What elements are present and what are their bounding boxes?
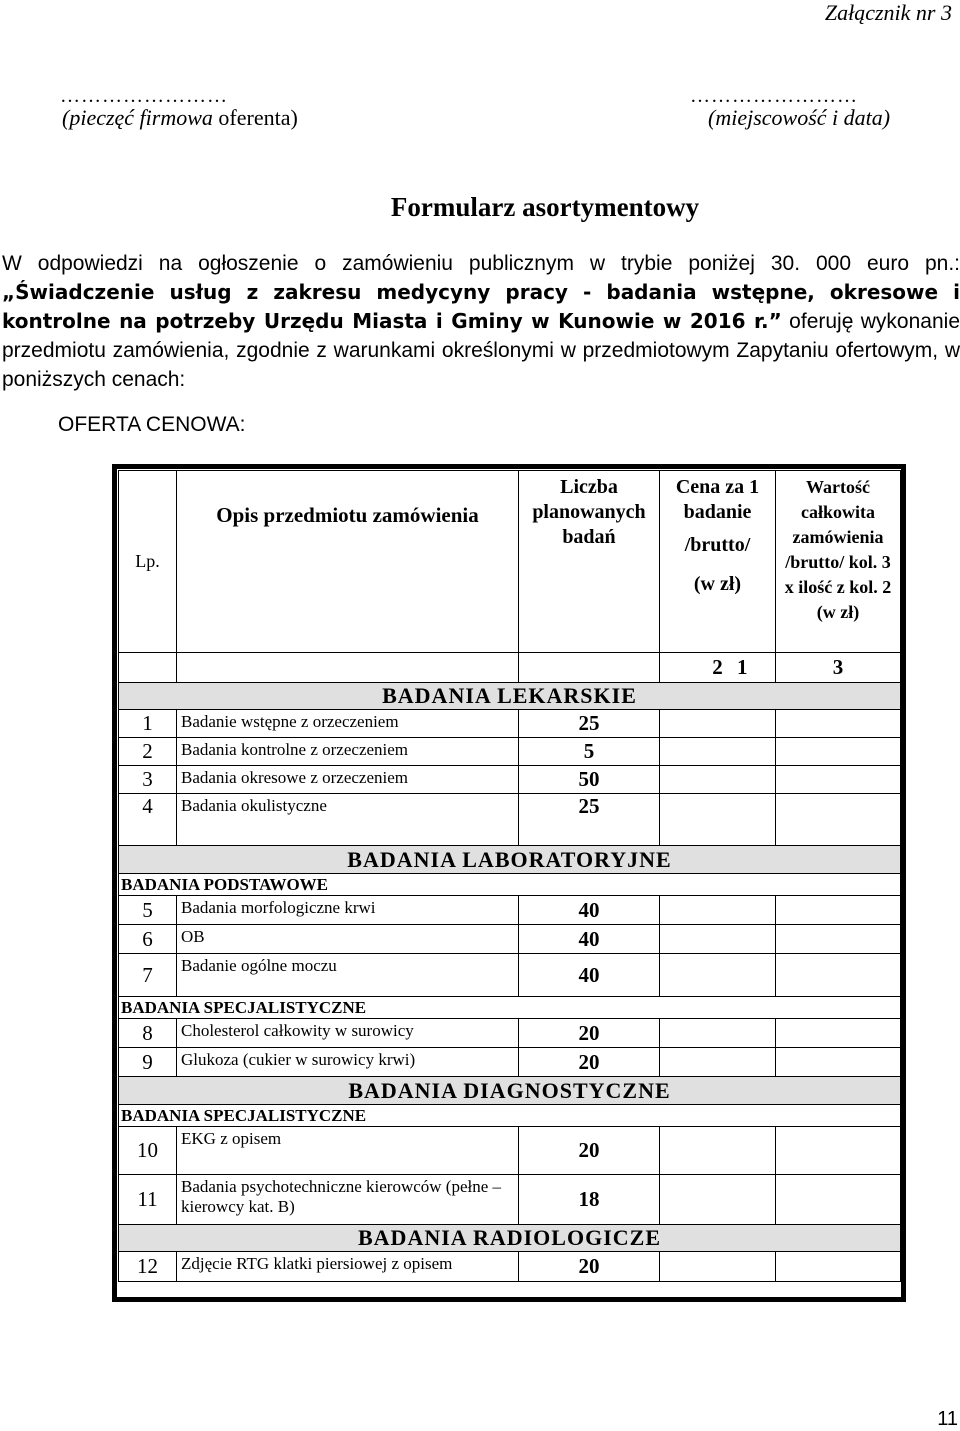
row-price <box>660 710 776 738</box>
stamp-label-rest: oferenta) <box>212 105 298 130</box>
section-laboratoryjne-label: BADANIA LABORATORYJNE <box>119 846 901 874</box>
header-value: Wartość całkowita zamówienia /brutto/ kol. 3 x ilość z kol. 2 (w zł) <box>776 471 901 653</box>
header-lp: Lp. <box>119 471 177 653</box>
section-radiologiczne <box>119 1225 901 1252</box>
page-number: 11 <box>937 1408 958 1430</box>
row-lp: 9 <box>119 1048 177 1077</box>
table-row <box>119 1048 901 1077</box>
stamp-label <box>62 105 298 131</box>
row-desc: Badanie wstępne z orzeczeniem <box>177 710 519 738</box>
intro-bold: „Świadczenie usług z zakresu medycyny pracy - badania wstępne, okresowe i kontrolne na potrzeby Urzędu Miasta i Gminy w Kunowie w 2016 r.” <box>2 280 960 333</box>
row-price <box>660 954 776 997</box>
subsection-podstawowe-label: BADANIA PODSTAWOWE <box>119 874 901 896</box>
row-value <box>776 738 901 766</box>
row-value <box>776 954 901 997</box>
row-desc: EKG z opisem <box>177 1127 519 1175</box>
row-price <box>660 1019 776 1048</box>
row-price <box>660 794 776 846</box>
table-row <box>119 925 901 954</box>
subsection-specjalistyczne-label: BADANIA SPECJALISTYCZNE <box>119 997 901 1019</box>
row-price <box>660 1048 776 1077</box>
row-desc: Badania okulistyczne <box>177 794 519 846</box>
row-lp: 2 <box>119 738 177 766</box>
price-table <box>118 470 901 1282</box>
intro-paragraph <box>2 249 960 394</box>
row-count: 18 <box>519 1175 660 1225</box>
section-diagnostyczne-label: BADANIA DIAGNOSTYCZNE <box>119 1077 901 1105</box>
section-lekarskie-label: BADANIA LEKARSKIE <box>119 683 901 710</box>
header-price <box>660 471 776 653</box>
section-laboratoryjne <box>119 846 901 874</box>
row-value <box>776 1019 901 1048</box>
row-desc: Badania kontrolne z orzeczeniem <box>177 738 519 766</box>
subsection-specjalistyczne-2-label: BADANIA SPECJALISTYCZNE <box>119 1105 901 1127</box>
row-count: 50 <box>519 766 660 794</box>
table-row <box>119 710 901 738</box>
place-date-label: (miejscowość i data) <box>708 105 891 130</box>
table-header-row <box>119 471 901 653</box>
colnum-2: 2 <box>660 653 776 683</box>
row-lp: 5 <box>119 896 177 925</box>
row-lp: 12 <box>119 1252 177 1282</box>
page-title: Formularz asortymentowy <box>390 192 700 222</box>
row-lp: 4 <box>119 794 177 846</box>
row-count: 25 <box>519 710 660 738</box>
row-value <box>776 1048 901 1077</box>
header-price-b: /brutto/ <box>684 534 751 556</box>
colnum-3: 3 <box>776 653 901 683</box>
row-value <box>776 1127 901 1175</box>
row-count: 20 <box>519 1019 660 1048</box>
header-desc: Opis przedmiotu zamówienia <box>177 471 519 653</box>
subsection-podstawowe <box>119 874 901 896</box>
row-value <box>776 1252 901 1282</box>
row-desc: Cholesterol całkowity w surowicy <box>177 1019 519 1048</box>
row-lp: 3 <box>119 766 177 794</box>
header-price-c: (w zł) <box>693 573 742 595</box>
row-price <box>660 738 776 766</box>
row-price <box>660 1252 776 1282</box>
table-row <box>119 954 901 997</box>
table-row <box>119 738 901 766</box>
table-row <box>119 1175 901 1225</box>
row-desc: Badania okresowe z orzeczeniem <box>177 766 519 794</box>
row-value <box>776 925 901 954</box>
section-radiologiczne-label: BADANIA RADIOLOGICZE <box>119 1225 901 1252</box>
row-lp: 8 <box>119 1019 177 1048</box>
row-lp: 7 <box>119 954 177 997</box>
stamp-dots: …………………… <box>60 85 228 107</box>
row-lp: 11 <box>119 1175 177 1225</box>
row-desc: Badania morfologiczne krwi <box>177 896 519 925</box>
row-lp: 10 <box>119 1127 177 1175</box>
section-diagnostyczne <box>119 1077 901 1105</box>
row-count: 40 <box>519 896 660 925</box>
offer-label: OFERTA CENOWA: <box>58 413 246 436</box>
row-desc: Glukoza (cukier w surowicy krwi) <box>177 1048 519 1077</box>
header-count: Liczba planowanych badań <box>519 471 660 653</box>
row-count: 40 <box>519 954 660 997</box>
table-row <box>119 794 901 846</box>
row-count: 20 <box>519 1252 660 1282</box>
row-value <box>776 1175 901 1225</box>
row-value <box>776 794 901 846</box>
row-lp: 1 <box>119 710 177 738</box>
place-date-dots: …………………… <box>690 85 858 107</box>
row-price <box>660 925 776 954</box>
intro-part1: W odpowiedzi na ogłoszenie o zamówieniu publicznym w trybie poniżej 30. 000 euro pn.: <box>2 252 960 275</box>
row-lp: 6 <box>119 925 177 954</box>
table-row <box>119 1019 901 1048</box>
row-price <box>660 766 776 794</box>
row-count: 5 <box>519 738 660 766</box>
row-price <box>660 896 776 925</box>
subsection-specjalistyczne <box>119 997 901 1019</box>
row-value <box>776 710 901 738</box>
row-desc: Badania psychotechniczne kierowców (pełne – kierowcy kat. B) <box>177 1175 519 1225</box>
table-row <box>119 1252 901 1282</box>
row-count: 20 <box>519 1127 660 1175</box>
row-price <box>660 1175 776 1225</box>
row-count: 20 <box>519 1048 660 1077</box>
row-count: 25 <box>519 794 660 846</box>
table-row <box>119 766 901 794</box>
section-lekarskie <box>119 683 901 710</box>
stamp-label-italic: (pieczęć firmowa <box>62 105 213 130</box>
row-value <box>776 766 901 794</box>
row-desc: Zdjęcie RTG klatki piersiowej z opisem <box>177 1252 519 1282</box>
header-price-a: Cena za 1 badanie <box>675 476 760 523</box>
row-value <box>776 896 901 925</box>
table-row <box>119 1127 901 1175</box>
annex-label: Załącznik nr 3 <box>824 0 952 25</box>
row-desc: OB <box>177 925 519 954</box>
row-count: 40 <box>519 925 660 954</box>
table-row <box>119 896 901 925</box>
row-price <box>660 1127 776 1175</box>
colnum-1: 1 <box>519 653 660 683</box>
intro-part2: oferuję wykonanie przedmiotu zamówienia, zgodnie z warunkami określonymi w przedmiotowym Zapytaniu ofertowym, w poniższych cenach: <box>2 310 960 391</box>
column-number-row <box>119 653 901 683</box>
subsection-specjalistyczne-2 <box>119 1105 901 1127</box>
row-desc: Badanie ogólne moczu <box>177 954 519 997</box>
